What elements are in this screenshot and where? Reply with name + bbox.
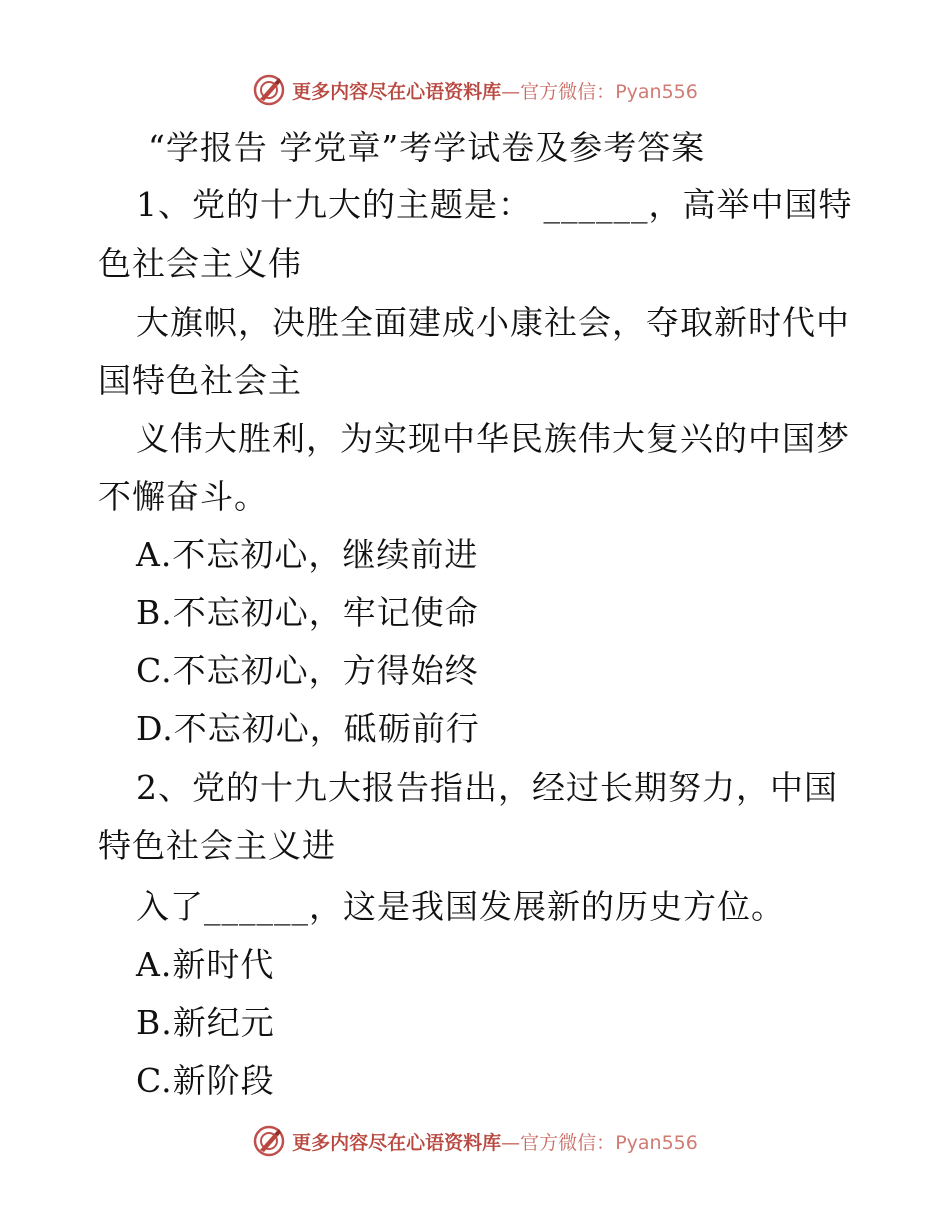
banner-text [292,77,698,104]
banner-text-main: 更多内容尽在心语资料库 [292,1131,502,1154]
banner-text-wechat-label: —官方微信： [501,1131,616,1154]
question-1-option-a: A.不忘初心，继续前进 [136,535,479,574]
question-1-option-c: C.不忘初心，方得始终 [136,651,479,690]
pen-circle-logo-icon [252,73,286,107]
question-2-option-b: B.新纪元 [136,1003,275,1042]
banner-text [292,1128,698,1155]
question-2-line-1: 2、党的十九大报告指出，经过长期努力，中国 [136,768,838,807]
banner-text-wechat-id: Pyan556 [615,80,698,103]
question-1-line-1: 1、党的十九大的主题是： ______，高举中国特 [136,185,853,224]
document-title: “学报告 学党章”考学试卷及参考答案 [148,128,706,167]
banner-text-main: 更多内容尽在心语资料库 [292,80,502,103]
pen-circle-logo-icon [252,1124,286,1158]
question-1-option-b: B.不忘初心，牢记使命 [136,593,479,632]
question-2-line-2: 特色社会主义进 [98,826,336,865]
question-1-line-2: 色社会主义伟 [98,244,302,283]
question-1-line-5: 义伟大胜利，为实现中华民族伟大复兴的中国梦 [136,419,850,458]
question-1-line-6: 不懈奋斗。 [98,477,268,516]
question-1-line-4: 国特色社会主 [98,361,302,400]
footer-banner [0,1121,950,1161]
banner-text-wechat-label: —官方微信： [501,80,616,103]
question-2-option-a: A.新时代 [136,945,275,984]
banner-text-wechat-id: Pyan556 [615,1131,698,1154]
header-banner [0,70,950,110]
question-1-option-d: D.不忘初心，砥砺前行 [136,709,480,748]
question-2-line-3: 入了______，这是我国发展新的历史方位。 [136,887,785,926]
question-2-option-c: C.新阶段 [136,1061,275,1100]
question-1-line-3: 大旗帜，决胜全面建成小康社会，夺取新时代中 [136,303,850,342]
